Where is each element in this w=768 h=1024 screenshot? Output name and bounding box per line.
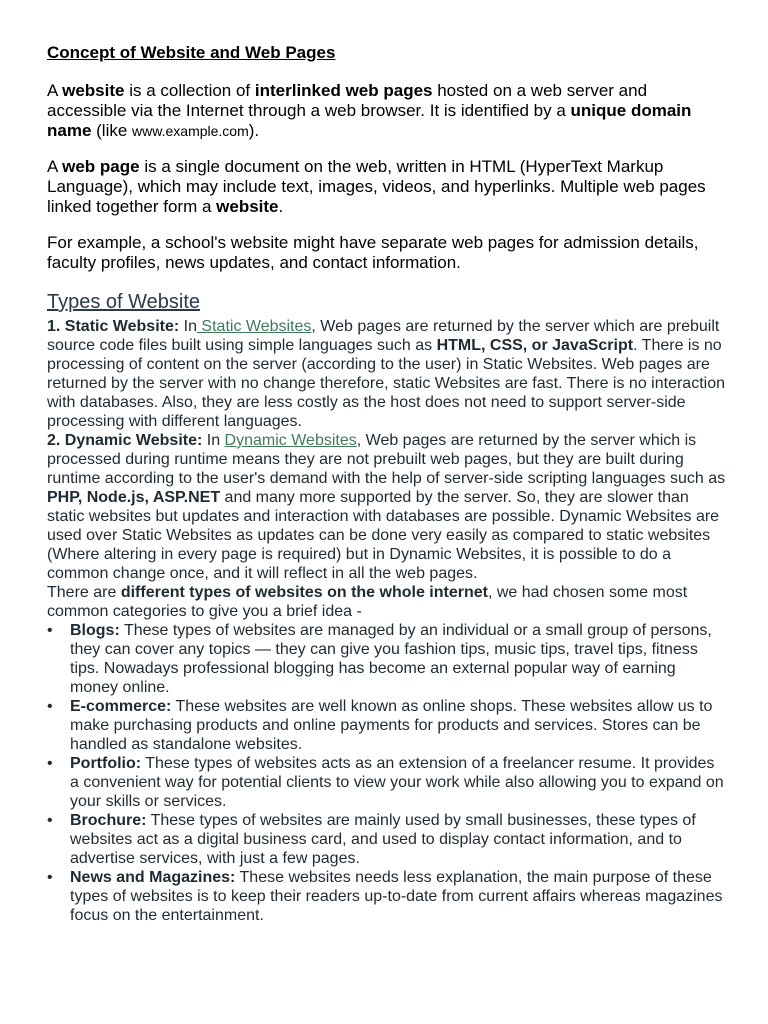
dynamic-website-paragraph bbox=[47, 431, 727, 583]
term-unique-domain: unique domain name bbox=[47, 101, 692, 140]
dynamic-label: 2. Dynamic Website: bbox=[47, 432, 203, 449]
static-website-paragraph bbox=[47, 317, 727, 431]
page-title: Concept of Website and Web Pages bbox=[47, 43, 336, 62]
bullet-icon: • bbox=[47, 755, 53, 772]
list-item bbox=[47, 868, 727, 925]
text: ). bbox=[248, 121, 260, 140]
static-languages: HTML, CSS, or JavaScript bbox=[436, 337, 634, 354]
category-text: These types of websites acts as an extension of a freelancer resume. It provides a convenient way for potential clients to view your work while also allowing you to expand on your skills or services. bbox=[70, 755, 724, 810]
text: (like bbox=[91, 121, 133, 140]
text: , Web pages are returned by the server which are prebuilt source code files built using simple languages such as bbox=[47, 318, 720, 354]
category-label: Blogs: bbox=[70, 622, 120, 639]
text: and many more supported by the server. So, they are slower than static websites but updates and interaction with databases are possible. Dynamic Websites are used over Static Websites as updates can be done very easily as compared to static websites (Where altering in every page is required) but in Dynamic Websites, it is possible to do a common change once, and it will reflect in all the web pages. bbox=[47, 489, 720, 582]
categories-intro bbox=[47, 583, 727, 621]
list-item bbox=[47, 697, 727, 754]
term-interlinked: interlinked web pages bbox=[254, 81, 433, 100]
text: hosted on a web server and accessible via the Internet through a web browser. It is identified by a bbox=[47, 81, 648, 120]
static-label: 1. Static Website: bbox=[47, 318, 180, 335]
bullet-icon: • bbox=[47, 622, 53, 639]
list-item bbox=[47, 754, 727, 811]
category-label: Portfolio: bbox=[70, 755, 142, 772]
text: is a single document on the web, written in HTML (HyperText Markup Language), which may include text, images, videos, and hyperlinks. Multiple web pages linked together form a bbox=[47, 157, 706, 216]
text: , Web pages are returned by the server which is processed during runtime means they are not prebuilt web pages, but they are built during runtime according to the user's demand with the help of server-side scripting languages such as bbox=[47, 432, 726, 487]
bullet-icon: • bbox=[47, 812, 53, 829]
example-domain: www.example.com bbox=[132, 123, 249, 139]
webpage-definition bbox=[47, 157, 727, 217]
website-definition bbox=[47, 81, 727, 141]
term-website: website bbox=[62, 81, 125, 100]
text: In bbox=[179, 318, 197, 335]
text: A bbox=[47, 81, 63, 100]
category-text: These websites needs less explanation, the main purpose of these types of websites is to keep their readers up-to-date from current affairs whereas magazines focus on the entertainment. bbox=[70, 869, 723, 924]
term-website: website bbox=[216, 197, 279, 216]
intro-bold: different types of websites on the whole internet bbox=[120, 584, 488, 601]
category-label: News and Magazines: bbox=[70, 869, 236, 886]
text: , we had chosen some most common categories to give you a brief idea - bbox=[47, 584, 688, 620]
dynamic-languages: PHP, Node.js, ASP.NET bbox=[47, 489, 221, 506]
bullet-icon: • bbox=[47, 869, 53, 886]
text: . There is no processing of content on the server (according to the user) in Static Websites. Web pages are returned by the server with no change therefore, static Websites are fast. There is no interaction with databases. Also, they are less costly as the host does not need to support server-side processing with different languages. bbox=[47, 337, 725, 430]
list-item bbox=[47, 621, 727, 697]
category-label: Brochure: bbox=[70, 812, 147, 829]
term-webpage: web page bbox=[62, 157, 140, 176]
example-paragraph: For example, a school's website might have separate web pages for admission details, faculty profiles, news updates, and contact information. bbox=[47, 233, 699, 272]
types-heading: Types of Website bbox=[47, 291, 201, 313]
website-categories-list bbox=[47, 621, 727, 925]
dynamic-websites-link[interactable]: Dynamic Websites bbox=[224, 432, 357, 449]
document-page bbox=[47, 42, 727, 925]
category-text: These types of websites are managed by an individual or a small group of persons, they can cover any topics — they can give you fashion tips, music tips, travel tips, fitness tips. Nowadays professional blogging has become an external popular way of earning money online. bbox=[70, 622, 712, 696]
bullet-icon: • bbox=[47, 698, 53, 715]
category-label: E-commerce: bbox=[70, 698, 172, 715]
text: In bbox=[202, 432, 225, 449]
text: There are bbox=[47, 584, 121, 601]
list-item bbox=[47, 811, 727, 868]
text: A bbox=[47, 157, 63, 176]
text: . bbox=[278, 197, 284, 216]
static-websites-link[interactable]: Static Websites bbox=[196, 318, 312, 335]
category-text: These websites are well known as online shops. These websites allow us to make purchasing products and online payments for products and services. Stores can be handled as standalone websites. bbox=[70, 698, 713, 753]
category-text: These types of websites are mainly used by small businesses, these types of websites act as a digital business card, and used to display contact information, and to advertise services, with just a few pages. bbox=[70, 812, 696, 867]
text: is a collection of bbox=[124, 81, 255, 100]
